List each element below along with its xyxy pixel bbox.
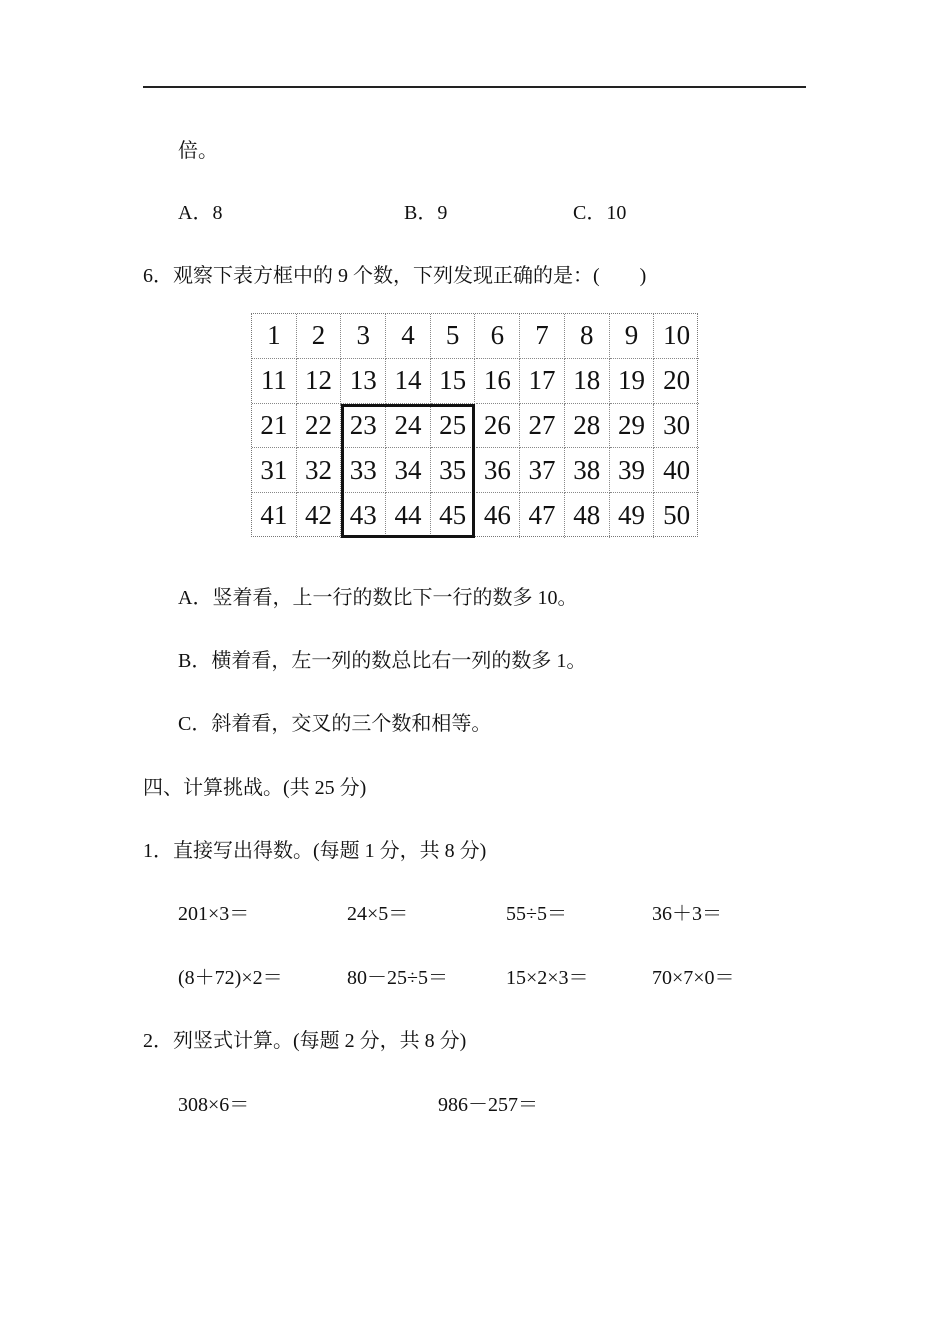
grid-cell: 40 xyxy=(654,448,699,493)
q6-option-a: A．竖着看，上一行的数比下一行的数多 10。 xyxy=(178,587,578,609)
grid-cell: 23 xyxy=(341,404,386,449)
grid-cell: 22 xyxy=(297,404,342,449)
q1-title: 1．直接写出得数。(每题 1 分，共 8 分) xyxy=(143,840,487,862)
grid-cell: 17 xyxy=(520,359,565,404)
grid-cell: 20 xyxy=(654,359,699,404)
grid-cell: 39 xyxy=(610,448,655,493)
grid-cell: 41 xyxy=(252,493,297,538)
grid-cell: 30 xyxy=(654,404,699,449)
grid-cell: 3 xyxy=(341,314,386,359)
grid-cell: 7 xyxy=(520,314,565,359)
grid-cell: 4 xyxy=(386,314,431,359)
grid-cell: 25 xyxy=(431,404,476,449)
grid-cell: 8 xyxy=(565,314,610,359)
grid-cell: 44 xyxy=(386,493,431,538)
grid-cell: 50 xyxy=(663,500,691,531)
calc-item: 70×7×0＝ xyxy=(652,967,735,989)
grid-cell: 32 xyxy=(297,448,342,493)
grid-cell: 34 xyxy=(386,448,431,493)
q6-option-c: C．斜着看，交叉的三个数和相等。 xyxy=(178,713,492,735)
grid-cell: 5 xyxy=(431,314,476,359)
q5-option-b: B．9 xyxy=(404,202,448,224)
calc-item: 80－25÷5＝ xyxy=(347,967,448,989)
grid-cell: 37 xyxy=(520,448,565,493)
calc-item: (8＋72)×2＝ xyxy=(178,967,283,989)
grid-cell: 45 xyxy=(431,493,476,538)
calc-item: 55÷5＝ xyxy=(506,903,567,925)
grid-cell: 18 xyxy=(565,359,610,404)
grid-cell: 12 xyxy=(297,359,342,404)
q6-option-b: B．横着看，左一列的数总比右一列的数多 1。 xyxy=(178,650,587,672)
grid-cell: 15 xyxy=(431,359,476,404)
grid-cell: 42 xyxy=(297,493,342,538)
grid-cell: 49 xyxy=(610,493,655,538)
grid-cell: 27 xyxy=(520,404,565,449)
grid-cell: 33 xyxy=(341,448,386,493)
grid-cell: 16 xyxy=(476,359,521,404)
grid-cell: 9 xyxy=(610,314,655,359)
grid-cell: 29 xyxy=(610,404,655,449)
grid-cell: 38 xyxy=(565,448,610,493)
grid-cell: 1 xyxy=(252,314,297,359)
grid-cell: 13 xyxy=(341,359,386,404)
grid-cell: 19 xyxy=(610,359,655,404)
grid-cell: 28 xyxy=(565,404,610,449)
grid-cell: 31 xyxy=(252,448,297,493)
grid-cell: 47 xyxy=(520,493,565,538)
question-continuation: 倍。 xyxy=(178,140,218,162)
grid-cell: 26 xyxy=(476,404,521,449)
vertical-calc-item: 986－257＝ xyxy=(438,1094,538,1116)
calc-item: 36＋3＝ xyxy=(652,903,722,925)
header-rule xyxy=(143,86,806,88)
q2-title: 2．列竖式计算。(每题 2 分，共 8 分) xyxy=(143,1030,467,1052)
grid-cell: 35 xyxy=(431,448,476,493)
q5-option-c: C．10 xyxy=(573,202,627,224)
grid-cell: 43 xyxy=(341,493,386,538)
grid-cell: 21 xyxy=(252,404,297,449)
grid-cell: 11 xyxy=(252,359,297,404)
q6-stem: 6．观察下表方框中的 9 个数，下列发现正确的是：( ) xyxy=(143,265,647,287)
number-grid xyxy=(251,313,698,537)
grid-cell: 46 xyxy=(476,493,521,538)
grid-cell: 6 xyxy=(476,314,521,359)
calc-item: 15×2×3＝ xyxy=(506,967,589,989)
grid-cell: 14 xyxy=(386,359,431,404)
section-title: 四、计算挑战。(共 25 分) xyxy=(143,777,367,799)
calc-item: 24×5＝ xyxy=(347,903,409,925)
grid-cell: 10 xyxy=(654,314,699,359)
vertical-calc-item: 308×6＝ xyxy=(178,1094,250,1116)
grid-cell: 24 xyxy=(386,404,431,449)
grid-cell: 36 xyxy=(476,448,521,493)
grid-cell: 48 xyxy=(565,493,610,538)
q5-option-a: A．8 xyxy=(178,202,223,224)
calc-item: 201×3＝ xyxy=(178,903,250,925)
grid-cell: 2 xyxy=(297,314,342,359)
